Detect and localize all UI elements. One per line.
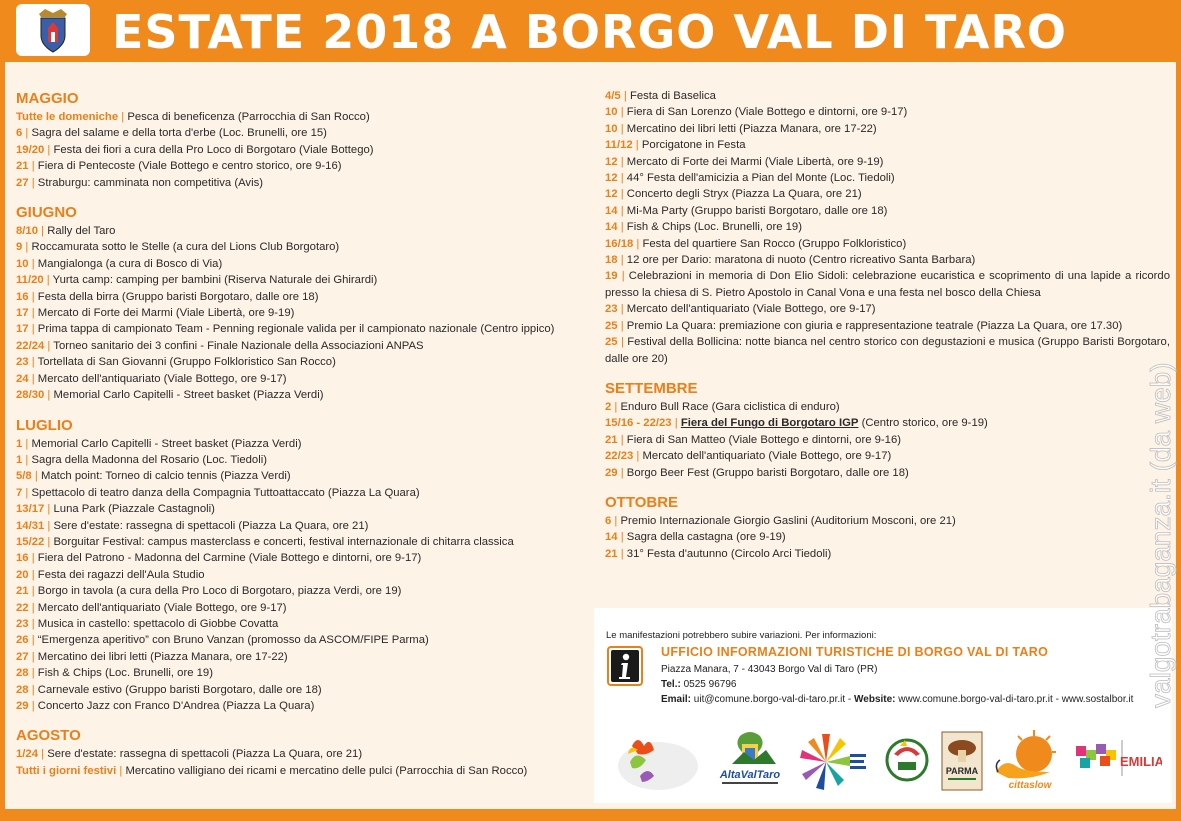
emilia-romagna-logo-icon: [800, 728, 870, 799]
event-description: Prima tappa di campionato Team - Penning regionale valida per il campionato nazionale (Centro ippico): [37, 323, 555, 336]
event-date: 23: [16, 356, 29, 369]
email-label: Email:: [661, 694, 692, 705]
event-item: [16, 158, 586, 174]
event-item: [16, 289, 586, 305]
event-item: [16, 649, 586, 665]
watermark-text: valgotrabaganza.it (da web): [1145, 362, 1176, 708]
event-item: [16, 485, 586, 501]
event-date: 13/17: [16, 503, 45, 516]
event-description: Straburgu: camminata non competitiva (Avis): [37, 176, 263, 189]
month-heading: OTTOBRE: [605, 493, 679, 511]
event-item: [16, 321, 586, 337]
event-description: Rally del Taro: [47, 225, 116, 238]
month-heading: LUGLIO: [16, 416, 73, 434]
watermark: [1140, 250, 1180, 710]
separator: |: [617, 547, 627, 560]
event-date: 11/12: [605, 139, 633, 152]
event-item: [605, 334, 1170, 367]
event-description: Mercato dell'antiquariato (Viale Bottego, ore 9-17): [37, 601, 287, 614]
event-date: 1: [16, 437, 23, 450]
event-date: 14: [605, 531, 618, 544]
event-description: “Emergenza aperitivo” con Bruno Vanzan (promosso da ASCOM/FIPE Parma): [37, 634, 429, 647]
event-description: Festa della birra (Gruppo baristi Borgotaro, dalle ore 18): [37, 290, 319, 303]
svg-text:cittaslow: cittaslow: [1008, 780, 1052, 791]
event-description: (Centro storico, ore 9-19): [858, 417, 988, 430]
event-date: 6: [605, 514, 612, 527]
event-description: Sagra della Madonna del Rosario (Loc. Tiedoli): [31, 453, 268, 466]
event-description: Mi-Ma Party (Gruppo baristi Borgotaro, dalle ore 18): [626, 204, 888, 217]
event-item: [605, 465, 1170, 481]
event-description: Fiera di Pentecoste (Viale Bottego e centro storico, ore 9-16): [37, 160, 342, 173]
event-description: Celebrazioni in memoria di Don Elio Sidoli: celebrazione eucaristica e scoprimento di una lapide a ricordo presso la chiesa di S. Pietro Apostolo in Canal Vona e una festa nel bosco della Chiesa: [605, 270, 1170, 299]
event-item: [16, 239, 586, 255]
event-date: 10: [605, 122, 618, 135]
event-item: [605, 415, 1170, 431]
event-date: 10: [16, 257, 29, 270]
event-item: [16, 600, 586, 616]
event-description: Concerto Jazz con Franco D'Andrea (Piazza La Quara): [37, 700, 315, 712]
event-item: [16, 468, 586, 484]
separator: |: [44, 535, 54, 548]
separator: |: [611, 514, 621, 527]
event-description: Borguitar Festival: campus masterclass e concerti, festival internazionale di chitarra classica: [53, 535, 514, 548]
event-date: 14/31: [16, 519, 45, 532]
sponsor-logos: [604, 728, 1164, 800]
event-description: Porcigatone in Festa: [641, 139, 746, 152]
separator: |: [38, 225, 48, 238]
event-date: 29: [16, 700, 29, 712]
separator: |: [28, 307, 38, 320]
event-item: [16, 338, 586, 354]
event-date: 19: [605, 270, 618, 283]
event-item: [605, 432, 1170, 448]
event-date: 22/24: [16, 339, 45, 352]
event-description: Fiera di San Matteo (Viale Bottego e dintorni, ore 9-16): [626, 433, 902, 446]
info-address: Piazza Manara, 7 - 43043 Borgo Val di Taro (PR): [661, 664, 878, 675]
event-date: 1/24: [16, 748, 38, 761]
separator: |: [617, 270, 629, 283]
event-item: [605, 154, 1170, 170]
event-description: Mangialonga (a cura di Bosco di Via): [37, 257, 223, 270]
separator: |: [31, 470, 41, 483]
event-date: 28: [16, 683, 29, 696]
event-date: 28: [16, 667, 29, 680]
separator: |: [28, 356, 38, 369]
event-item: [605, 203, 1170, 219]
event-date: 9: [16, 241, 23, 254]
event-date: 27: [16, 176, 29, 189]
phone-number: 0525 96796: [683, 679, 737, 690]
separator: |: [671, 417, 681, 430]
event-item: [16, 109, 586, 125]
event-date: 22: [16, 601, 29, 614]
event-description: Luna Park (Piazzale Castagnoli): [53, 503, 215, 516]
event-date: 10: [605, 106, 618, 119]
event-description: Sagra della castagna (ore 9-19): [626, 531, 786, 544]
separator: |: [617, 106, 627, 119]
event-description: Roccamurata sotto le Stelle (a cura del Lions Club Borgotaro): [31, 241, 340, 254]
event-date: 17: [16, 323, 29, 336]
website-label: Website:: [854, 694, 896, 705]
info-office-title: UFFICIO INFORMAZIONI TURISTICHE DI BORGO VAL DI TARO: [661, 645, 1049, 659]
separator: |: [28, 257, 38, 270]
event-date: Tutti i giorni festivi: [16, 764, 117, 777]
event-item: [605, 219, 1170, 235]
separator: |: [22, 437, 32, 450]
separator: |: [28, 160, 38, 173]
event-item: [16, 175, 586, 191]
separator: |: [22, 127, 32, 140]
event-item: [605, 546, 1170, 562]
event-date: 24: [16, 372, 29, 385]
event-description: Torneo sanitario dei 3 confini - Finale Nazionale della Associazioni ANPAS: [53, 339, 424, 352]
event-date: 16: [16, 552, 29, 565]
event-date: 21: [16, 585, 29, 598]
page-title: ESTATE 2018 A BORGO VAL DI TARO: [112, 5, 1067, 59]
event-description: Mercatino dei libri letti (Piazza Manara, ore 17-22): [626, 122, 877, 135]
separator: |: [44, 503, 54, 516]
event-date: 23: [605, 303, 618, 316]
separator: |: [617, 254, 627, 267]
info-phone: [661, 679, 736, 690]
event-description: Pesca di beneficenza (Parrocchia di San Rocco): [127, 111, 370, 123]
separator: |: [617, 172, 627, 185]
event-item: [605, 448, 1170, 464]
separator: |: [28, 700, 38, 712]
event-item: [16, 567, 586, 583]
event-date: 25: [605, 319, 618, 332]
separator: |: [28, 634, 38, 647]
separator: |: [632, 139, 642, 152]
event-item: [16, 452, 586, 468]
separator: |: [28, 601, 38, 614]
info-contacts: Email: uit@comune.borgo-val-di-taro.pr.it - Website: www.comune.borgo-val-di-taro.pr.it - www.sostalbor.it: [661, 694, 1134, 705]
event-item: [16, 223, 586, 239]
separator: |: [28, 650, 38, 663]
event-item: [16, 272, 586, 288]
event-date: Tutte le domeniche: [16, 111, 119, 123]
info-intro: Le manifestazioni potrebbero subire variazioni. Per informazioni:: [606, 630, 877, 641]
event-description: Mercato dell'antiquariato (Viale Bottego, ore 9-17): [642, 450, 892, 463]
separator: |: [617, 221, 627, 234]
event-item: [16, 142, 586, 158]
event-description: 44° Festa dell'amicizia a Pian del Monte (Loc. Tiedoli): [626, 172, 895, 185]
right-events-column: [605, 88, 1170, 562]
separator: |: [28, 372, 38, 385]
event-description: Festa del quartiere San Rocco (Gruppo Folkloristico): [642, 237, 907, 250]
event-item: [605, 252, 1170, 268]
separator: |: [617, 433, 627, 446]
event-description: Festa dei ragazzi dell'Aula Studio: [37, 568, 205, 581]
event-date: 12: [605, 188, 618, 201]
event-item: [16, 665, 586, 681]
event-item: [16, 616, 586, 632]
month-heading: MAGGIO: [16, 90, 79, 107]
email-link[interactable]: uit@comune.borgo-val-di-taro.pr.it: [693, 694, 846, 705]
event-description: Carnevale estivo (Gruppo baristi Borgotaro, dalle ore 18): [37, 683, 322, 696]
event-description: Sere d'estate: rassegna di spettacoli (Piazza La Quara, ore 21): [53, 519, 369, 532]
event-description: 31° Festa d'autunno (Circolo Arci Tiedoli): [626, 547, 832, 560]
event-date: 11/20: [16, 274, 44, 287]
separator: |: [116, 764, 126, 777]
separator: |: [22, 453, 32, 466]
event-item: [16, 354, 586, 370]
event-date: 12: [605, 172, 618, 185]
event-description: Tortellata di San Giovanni (Gruppo Folkloristico San Rocco): [37, 356, 336, 369]
separator: |: [617, 303, 627, 316]
event-description: Borgo Beer Fest (Gruppo baristi Borgotaro, dalle ore 18): [626, 466, 909, 479]
event-date: 4/5: [605, 90, 621, 102]
event-item: [16, 583, 586, 599]
separator: |: [44, 339, 54, 352]
event-item: [605, 170, 1170, 186]
separator: |: [28, 552, 38, 565]
separator: |: [44, 389, 54, 402]
event-date: 21: [16, 160, 29, 173]
separator: |: [28, 585, 38, 598]
website-link[interactable]: www.comune.borgo-val-di-taro.pr.it - www.sostalbor.it: [898, 694, 1134, 705]
event-item: [16, 125, 586, 141]
separator: |: [43, 274, 53, 287]
parma-fungo-logo-icon: [940, 730, 984, 797]
event-date: 27: [16, 650, 29, 663]
pro-loco-logo-icon: [884, 732, 930, 797]
event-date: 28/30: [16, 389, 45, 402]
separator: |: [28, 568, 38, 581]
left-events-column: [16, 88, 586, 779]
event-item: [16, 371, 586, 387]
separator: |: [28, 176, 38, 189]
event-item: [605, 318, 1170, 334]
separator: |: [617, 155, 627, 168]
event-description: Premio La Quara: premiazione con giuria e rappresentazione teatrale (Piazza La Quara, ore 17.30): [626, 319, 1123, 332]
event-description: Enduro Bull Race (Gara ciclistica di enduro): [620, 400, 840, 413]
separator: |: [633, 237, 643, 250]
event-item: [16, 501, 586, 517]
event-item: [605, 236, 1170, 252]
event-date: 12: [605, 155, 618, 168]
separator: |: [617, 188, 627, 201]
event-date: 26: [16, 634, 29, 647]
event-item: [16, 550, 586, 566]
event-item: [16, 534, 586, 550]
month-heading: SETTEMBRE: [605, 379, 698, 397]
cittaslow-logo-icon: [990, 728, 1066, 799]
event-date: 14: [605, 221, 618, 234]
event-date: 6: [16, 127, 23, 140]
separator: |: [44, 519, 54, 532]
separator: |: [44, 143, 54, 156]
event-item: [605, 121, 1170, 137]
separator: |: [22, 241, 32, 254]
event-item: [605, 301, 1170, 317]
separator: |: [620, 90, 630, 102]
separator: |: [38, 748, 48, 761]
event-date: 20: [16, 568, 29, 581]
event-description: Sagra del salame e della torta d'erbe (Loc. Brunelli, ore 15): [31, 127, 327, 140]
event-item: [16, 436, 586, 452]
event-link[interactable]: Fiera del Fungo di Borgotaro IGP: [680, 417, 859, 430]
event-description: Memorial Carlo Capitelli - Street basket (Piazza Verdi): [31, 437, 302, 450]
event-item: [605, 399, 1170, 415]
event-item: [605, 529, 1170, 545]
event-description: Mercato dell'antiquariato (Viale Bottego, ore 9-17): [626, 303, 876, 316]
event-description: Mercato di Forte dei Marmi (Viale Libertà, ore 9-19): [626, 155, 884, 168]
event-description: Fish & Chips (Loc. Brunelli, ore 19): [37, 667, 213, 680]
event-item: [16, 256, 586, 272]
event-date: 29: [605, 466, 618, 479]
separator: |: [28, 323, 38, 336]
event-description: Festival della Bollicina: notte bianca nel centro storico con degustazioni e musica (Gruppo Baristi Borgotaro, dalle ore 20): [605, 336, 1170, 365]
month-heading: GIUGNO: [16, 204, 77, 222]
event-item: [16, 632, 586, 648]
event-date: 7: [16, 486, 23, 499]
event-description: Memorial Carlo Capitelli - Street basket (Piazza Verdi): [53, 389, 324, 402]
event-description: Match point: Torneo di calcio tennis (Piazza Verdi): [40, 470, 291, 483]
event-item: [16, 305, 586, 321]
event-item: [605, 186, 1170, 202]
event-item: [16, 682, 586, 698]
event-item: [605, 513, 1170, 529]
info-box: [594, 608, 1172, 803]
event-description: Mercatino dei libri letti (Piazza Manara, ore 17-22): [37, 650, 288, 663]
event-item: [16, 518, 586, 534]
event-date: 23: [16, 617, 29, 630]
event-date: 15/22: [16, 535, 45, 548]
svg-text:AltaValTaro: AltaValTaro: [719, 769, 781, 781]
separator: |: [22, 486, 32, 499]
event-date: 14: [605, 204, 618, 217]
separator: |: [118, 111, 128, 123]
event-date: 15/16 - 22/23: [605, 417, 672, 430]
event-description: Spettacolo di teatro danza della Compagnia Tuttoattaccato (Piazza La Quara): [31, 486, 420, 499]
event-description: Fish & Chips (Loc. Brunelli, ore 19): [626, 221, 802, 234]
event-description: Sere d'estate: rassegna di spettacoli (Piazza La Quara, ore 21): [47, 748, 363, 761]
event-item: [16, 387, 586, 403]
event-item: [605, 137, 1170, 153]
event-date: 2: [605, 400, 612, 413]
event-date: 19/20: [16, 143, 45, 156]
separator: |: [617, 204, 627, 217]
separator: |: [617, 319, 627, 332]
svg-text:PARMA: PARMA: [945, 766, 979, 776]
separator: |: [611, 400, 621, 413]
event-description: Fiera di San Lorenzo (Viale Bottego e dintorni, ore 9-17): [626, 106, 908, 119]
separator: |: [617, 531, 627, 544]
event-date: 16/18: [605, 237, 634, 250]
event-date: 16: [16, 290, 29, 303]
turismo-valli-logo-icon: [610, 732, 700, 799]
event-item: [16, 746, 586, 762]
event-date: 1: [16, 453, 23, 466]
phone-label: Tel.:: [661, 679, 681, 690]
event-date: 5/8: [16, 470, 32, 483]
event-description: Mercatino valligiano dei ricami e mercatino delle pulci (Parrocchia di San Rocco): [125, 764, 528, 777]
separator: |: [28, 667, 38, 680]
event-description: Fiera del Patrono - Madonna del Carmine (Viale Bottego e dintorni, ore 9-17): [37, 552, 422, 565]
separator: |: [617, 122, 627, 135]
event-date: 8/10: [16, 225, 38, 238]
event-item: [16, 698, 586, 714]
event-description: Mercato di Forte dei Marmi (Viale Libertà, ore 9-19): [37, 307, 295, 320]
event-description: Concerto degli Stryx (Piazza La Quara, ore 21): [626, 188, 862, 201]
event-description: 12 ore per Dario: maratona di nuoto (Centro ricreativo Santa Barbara): [626, 254, 976, 267]
month-heading: AGOSTO: [16, 727, 81, 745]
altavaltaro-logo-icon: [714, 730, 786, 799]
event-item: [605, 268, 1170, 301]
event-description: Musica in castello: spettacolo di Giobbe Covatta: [37, 617, 279, 630]
separator: |: [617, 466, 627, 479]
event-description: Mercato dell'antiquariato (Viale Bottego, ore 9-17): [37, 372, 287, 385]
event-date: 22/23: [605, 450, 634, 463]
separator: |: [28, 683, 38, 696]
event-description: Festa dei fiori a cura della Pro Loco di Borgotaro (Viale Bottego): [53, 143, 374, 156]
info-icon: [607, 646, 643, 686]
event-date: 25: [605, 336, 618, 349]
event-description: Festa di Baselica: [629, 90, 716, 102]
event-description: Borgo in tavola (a cura della Pro Loco di Borgotaro, piazza Verdi, ore 19): [37, 585, 402, 598]
event-date: 21: [605, 433, 618, 446]
via-emilia-logo-icon: [1076, 736, 1162, 793]
svg-text:EMILIA: EMILIA: [1119, 754, 1162, 769]
event-date: 17: [16, 307, 29, 320]
event-date: 21: [605, 547, 618, 560]
event-item: [605, 104, 1170, 120]
separator: |: [617, 336, 628, 349]
event-description: Premio Internazionale Giorgio Gaslini (Auditorium Mosconi, ore 21): [620, 514, 956, 527]
event-date: 18: [605, 254, 618, 267]
event-description: Yurta camp: camping per bambini (Riserva Naturale dei Ghirardi): [52, 274, 378, 287]
event-item: [16, 763, 586, 779]
separator: |: [633, 450, 643, 463]
separator: |: [28, 290, 38, 303]
event-item: [605, 88, 1170, 104]
separator: |: [28, 617, 38, 630]
